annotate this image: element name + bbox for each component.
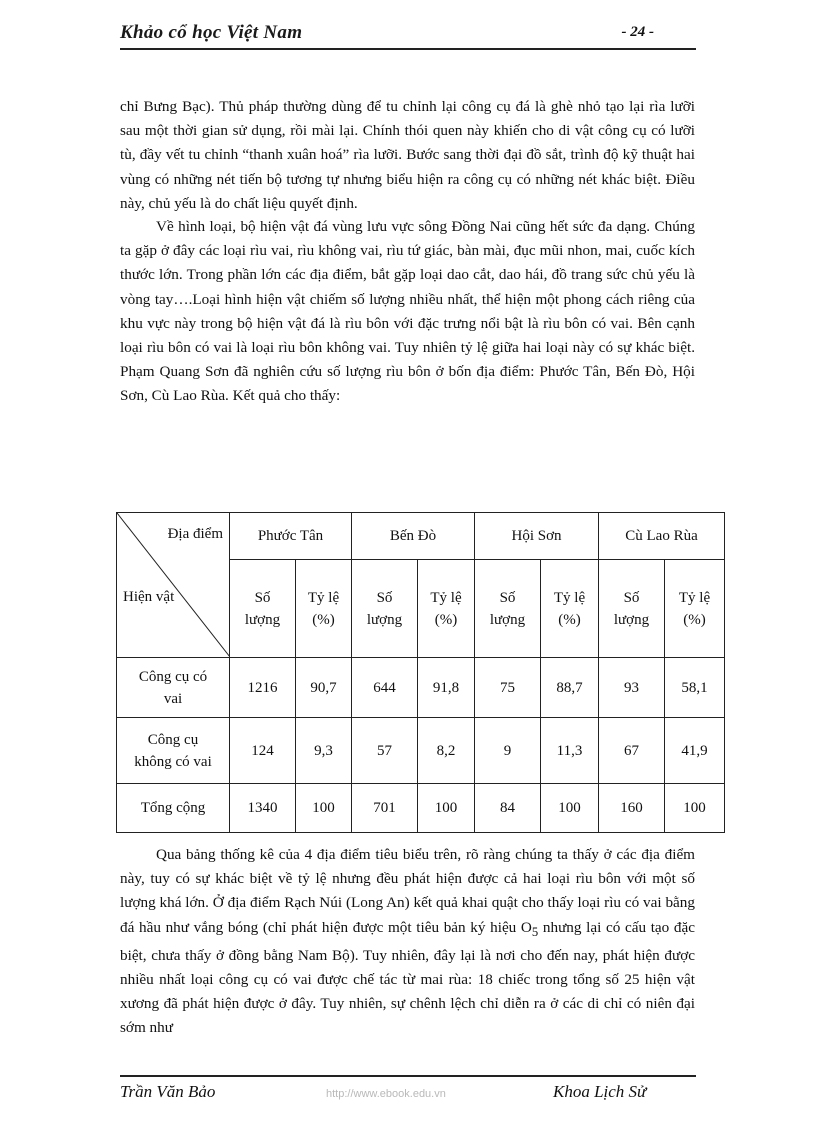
cell-value: 100 (541, 784, 599, 833)
page-header (120, 20, 696, 48)
cell-value: 9 (475, 718, 541, 784)
header-divider (120, 48, 696, 50)
row-label: Tổng cộng (117, 784, 230, 833)
cell-value: 41,9 (665, 718, 725, 784)
paragraph-2: Về hình loại, bộ hiện vật đá vùng lưu vực sông Đồng Nai cũng hết sức đa dạng. Chúng ta gặp ở đây các loại rìu vai, rìu không vai, rìu tứ giác, bàn mài, đục mũi nhon, mai, cuốc kích thước lớn. Trong phần lớn các địa điểm, bắt gặp loại dao cắt, dao hái, đồ trang sức chủ yếu là vòng tay….Loại hình hiện vật chiếm số lượng nhiều nhất, thể hiện một phong cách riêng của khu vực này trong bộ hiện vật đá là rìu bôn với đặc trưng nổi bật là rìu bôn có vai. Bên cạnh loại rìu bôn có vai là loại rìu bôn không vai. Tuy nhiên tỷ lệ giữa hai loại này có sự khác biệt. Phạm Quang Sơn đã nghiên cứu số lượng rìu bôn ở bốn địa điểm: Phước Tân, Bến Đò, Hội Sơn, Cù Lao Rùa. Kết quả cho thấy: (120, 218, 695, 405)
col-header-ratio: Tỷ lệ (%) (665, 560, 725, 658)
col-header-count: Số lượng (599, 560, 665, 658)
footer-department: Khoa Lịch Sử (553, 1082, 647, 1101)
col-header-ratio: Tỷ lệ (%) (418, 560, 475, 658)
cell-value: 9,3 (296, 718, 352, 784)
cell-value: 91,8 (418, 658, 475, 718)
site-header: Hội Sơn (475, 513, 599, 560)
corner-label-site: Địa điểm (167, 526, 223, 542)
row-label: Công cụ không có vai (117, 718, 230, 784)
col-header-count: Số lượng (352, 560, 418, 658)
cell-value: 90,7 (296, 658, 352, 718)
footer-author: Trần Văn Bảo (120, 1082, 216, 1101)
cell-value: 75 (475, 658, 541, 718)
cell-value: 160 (599, 784, 665, 833)
subscript: 5 (531, 924, 539, 939)
cell-value: 8,2 (418, 718, 475, 784)
footer-website: http://www.ebook.edu.vn (326, 1088, 446, 1100)
cell-value: 644 (352, 658, 418, 718)
site-header: Cù Lao Rùa (599, 513, 725, 560)
page-number: - 24 - (621, 24, 654, 40)
cell-value: 67 (599, 718, 665, 784)
stone-axe-statistics-table (116, 512, 725, 833)
paragraph-3: Qua bảng thống kê của 4 địa điểm tiêu biểu trên, rõ ràng chúng ta thấy ở các địa điểm này, tuy có sự khác biệt về tỷ lệ nhưng đều phát hiện được cả hai loại rìu bôn với một số lượng khá lớn. Ở địa điểm Rạch Núi (Long An) kết quả khai quật cho thấy loại rìu có vai bằng đá hầu như vắng bóng (chỉ phát hiện được một tiêu bản ký hiệu $O_5$ nhưng lại có cấu tạo đặc biệt, chưa thấy ở đồng bằng Nam Bộ). Tuy nhiên, đây lại là nơi cho đến nay, phát hiện được nhiều nhất loại công cụ có vai được chế tác từ mai rùa: 18 chiếc trong tổng số 25 hiện vật xương đã phát hiện được ở đây. Tuy nhiên, sự chênh lệch chỉ diễn ra ở các di chỉ có niên đại sớm như (120, 846, 695, 1037)
col-header-ratio: Tỷ lệ (%) (541, 560, 599, 658)
table-row (117, 784, 725, 833)
cell-value: 701 (352, 784, 418, 833)
cell-value: 88,7 (541, 658, 599, 718)
cell-value: 11,3 (541, 718, 599, 784)
cell-value: 93 (599, 658, 665, 718)
cell-value: 84 (475, 784, 541, 833)
cell-value: 57 (352, 718, 418, 784)
col-header-count: Số lượng (230, 560, 296, 658)
table-corner-header (117, 513, 230, 658)
table-row (117, 658, 725, 718)
row-label: Công cụ có vai (117, 658, 230, 718)
cell-value: 100 (296, 784, 352, 833)
corner-label-artifact: Hiện vật (123, 589, 175, 605)
site-header: Bến Đò (352, 513, 475, 560)
header-title: Khảo cổ học Việt Nam (120, 22, 303, 43)
paragraph-1: chỉ Bưng Bạc). Thủ pháp thường dùng để tu chỉnh lại công cụ đá là ghè nhỏ tạo lại rìa lưỡi sau một thời gian sử dụng, rồi mài lại. Chính thói quen này khiến cho di vật công cụ có lưỡi tù, đầy vết tu chỉnh “thanh xuân hoá” rìa lưỡi. Bước sang thời đại đồ sắt, trình độ kỹ thuật hai vùng có những nét tiến bộ tương tự nhưng biểu hiện ra công cụ có những nét khác biệt. Điều này, chủ yếu là do chất liệu quyết định. (120, 98, 695, 212)
cell-value: 124 (230, 718, 296, 784)
footer-divider (120, 1075, 696, 1077)
col-header-ratio: Tỷ lệ (%) (296, 560, 352, 658)
site-header: Phước Tân (230, 513, 352, 560)
cell-value: 100 (418, 784, 475, 833)
table-row (117, 718, 725, 784)
col-header-count: Số lượng (475, 560, 541, 658)
cell-value: 1340 (230, 784, 296, 833)
cell-value: 58,1 (665, 658, 725, 718)
cell-value: 100 (665, 784, 725, 833)
cell-value: 1216 (230, 658, 296, 718)
